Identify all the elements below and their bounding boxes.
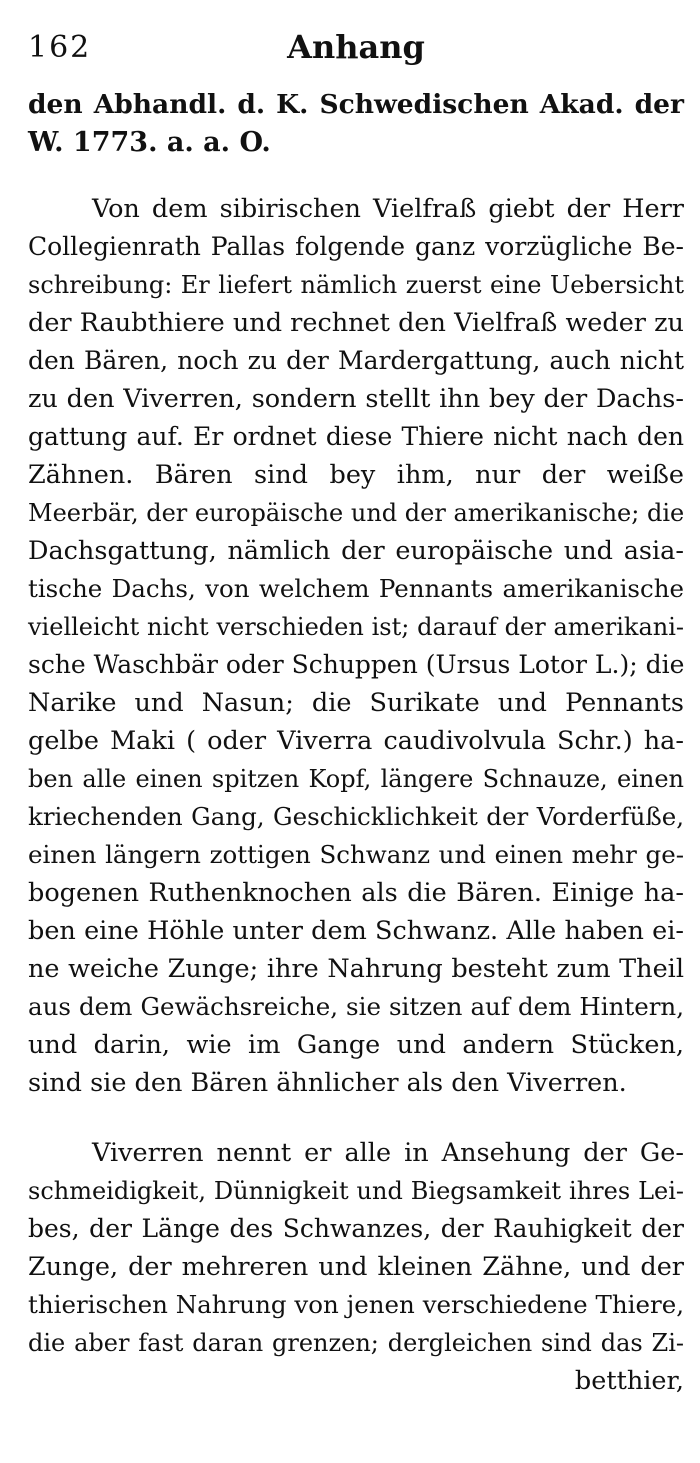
text-line: kriechenden Gang, Geschicklichkeit der Vorderfüße,: [28, 802, 684, 831]
text-line: vielleicht nicht verschieden ist; darauf der amerikani-: [28, 613, 684, 641]
text-line: die aber fast daran grenzen; dergleichen sind das Zi-: [28, 1329, 684, 1357]
text-line: aus dem Gewächsreiche, sie sitzen auf dem Hintern,: [28, 992, 684, 1021]
text-line: Meerbär, der europäische und der amerikanische; die: [28, 499, 685, 527]
page-number: 162: [28, 30, 92, 65]
text-line: schreibung: Er liefert nämlich zuerst eine Uebersicht: [28, 271, 684, 299]
text-line: einen längern zottigen Schwanz und einen mehr ge-: [28, 840, 684, 869]
text-line: Von dem sibirischen Vielfraß giebt der Herr: [92, 194, 684, 224]
text-line: Narike und Nasun; die Surikate und Pennants: [28, 688, 684, 718]
paragraph-2: [28, 1134, 684, 1400]
text-line: gelbe Maki ( oder Viverra caudivolvula Schr.) ha-: [28, 726, 684, 756]
intro-block: [28, 86, 684, 162]
text-line: ne weiche Zunge; ihre Nahrung besteht zum Theil: [28, 954, 684, 984]
paragraph-1: [28, 190, 684, 1102]
text-line: Zunge, der mehreren und kleinen Zähne, und der: [28, 1252, 684, 1282]
text-line: den Bären, noch zu der Mardergattung, auch nicht: [28, 346, 684, 375]
text-line: ben eine Höhle unter dem Schwanz. Alle haben ei-: [28, 916, 684, 946]
text-line: Collegienrath Pallas folgende ganz vorzügliche Be-: [28, 232, 684, 261]
text-line: gattung auf. Er ordnet diese Thiere nicht nach den: [28, 422, 684, 451]
text-line: bes, der Länge des Schwanzes, der Rauhigkeit der: [28, 1214, 684, 1243]
page-header: [28, 22, 684, 82]
text-line: bogenen Ruthenknochen als die Bären. Einige ha-: [28, 878, 684, 908]
text-line: sche Waschbär oder Schuppen (Ursus Lotor L.); die: [28, 650, 685, 679]
text-line: zu den Viverren, sondern stellt ihn bey der Dachs-: [28, 384, 684, 414]
text-line: thierischen Nahrung von jenen verschiedene Thiere,: [28, 1290, 684, 1319]
text-line: Viverren nennt er alle in Ansehung der Ge-: [92, 1138, 684, 1168]
text-line: sind sie den Bären ähnlicher als den Viverren.: [28, 1068, 627, 1098]
text-line: schmeidigkeit, Dünnigkeit und Biegsamkeit ihres Lei-: [28, 1177, 684, 1205]
running-head: Anhang: [287, 28, 425, 66]
text-line: der Raubthiere und rechnet den Vielfraß weder zu: [28, 308, 684, 338]
catchword: betthier,: [574, 1366, 684, 1396]
text-line: den Abhandl. d. K. Schwedischen Akad. der: [28, 89, 684, 120]
text-line: Dachsgattung, nämlich der europäische und asia-: [28, 536, 684, 566]
text-line: und darin, wie im Gange und andern Stücken,: [28, 1030, 684, 1060]
text-line: ben alle einen spitzen Kopf, längere Schnauze, einen: [28, 765, 684, 793]
text-line: W. 1773. a. a. O.: [28, 127, 271, 158]
text-line: tische Dachs, von welchem Pennants amerikanische: [28, 574, 684, 603]
text-line: Zähnen. Bären sind bey ihm, nur der weiße: [28, 460, 684, 490]
